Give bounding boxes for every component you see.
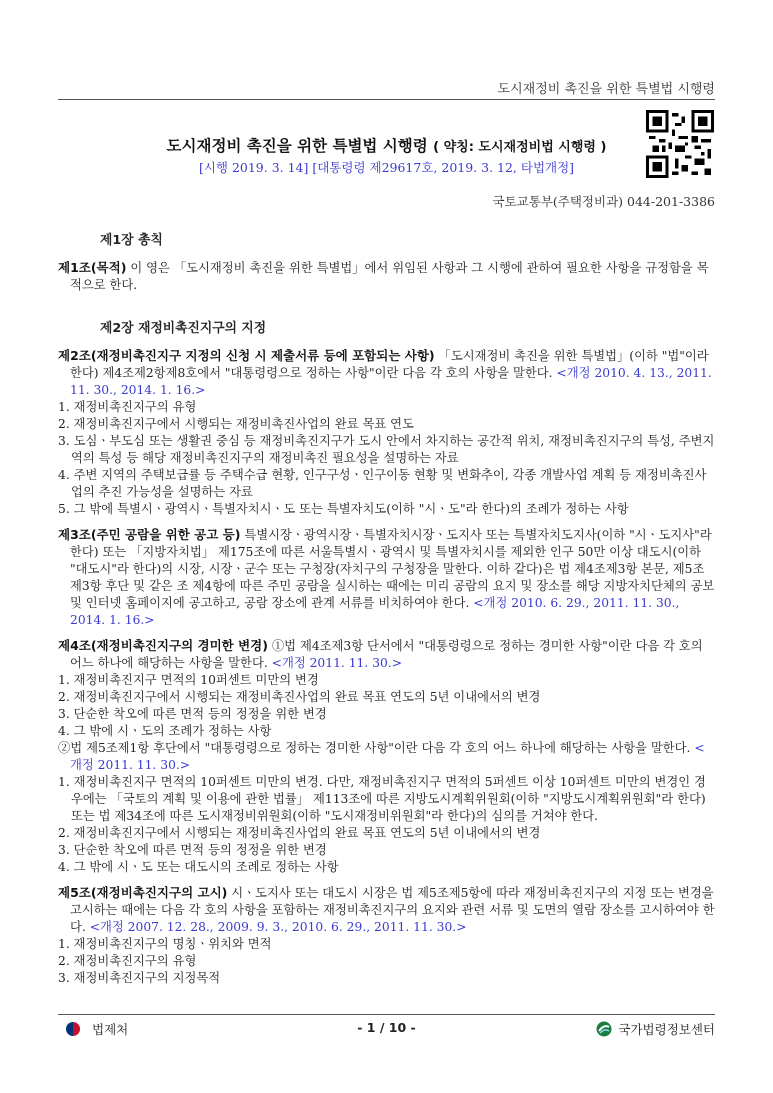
list-item: 3. 단순한 착오에 따른 면적 등의 정정을 위한 변경 <box>58 707 327 721</box>
article-2 <box>58 347 716 518</box>
list-item: 4. 주변 지역의 주택보급률 등 주택수급 현황, 인구구성ㆍ인구이동 현황 및 변화추이, 각종 개발사업 계획 등 재정비촉진사업의 추진 가능성을 설명하는 자료 <box>58 468 707 499</box>
document-body <box>58 232 716 995</box>
running-header: 도시재정비 촉진을 위한 특별법 시행령 <box>497 82 715 97</box>
article-4 <box>58 637 716 876</box>
article-text: 시ㆍ도지사 또는 대도시 시장은 법 제5조제5항에 따라 재정비촉진지구의 지정 또는 변경을 고시하는 때에는 다음 각 호의 사항을 포함하는 재정비촉진지구의 요지와 관련 서류 및 도면의 열람 장소를 고시하여야 한다. <box>70 886 715 934</box>
list-item: 2. 재정비촉진지구의 유형 <box>58 954 197 968</box>
chapter-heading: 제2장 재정비촉진지구의 지정 <box>100 321 267 336</box>
article-title: 제2조(재정비촉진지구 지정의 신청 시 제출서류 등에 포함되는 사항) <box>58 348 435 363</box>
source-name: 국가법령정보센터 <box>618 1022 715 1037</box>
title-text: 도시재정비 촉진을 위한 특별법 시행령 <box>166 137 428 155</box>
article-3 <box>58 526 716 629</box>
ministry-contact: 국토교통부(주택정비과) 044-201-3386 <box>492 194 715 209</box>
footer-divider <box>58 1014 715 1015</box>
list-item: 5. 그 밖에 특별시ㆍ광역시ㆍ특별자치시ㆍ도 또는 특별자치도(이하 "시ㆍ도"라 한다)의 조례가 정하는 사항 <box>58 502 629 516</box>
amendment-note[interactable]: <개정 2011. 11. 30.> <box>70 741 705 772</box>
publisher-name: 법제처 <box>92 1022 129 1037</box>
article-title: 제3조(주민 공람을 위한 공고 등) <box>58 527 241 542</box>
list-item: 1. 재정비촉진지구 면적의 10퍼센트 미만의 변경 <box>58 673 319 687</box>
header-divider <box>58 99 715 100</box>
article-title: 제4조(재정비촉진지구의 경미한 변경) <box>58 638 268 653</box>
article-text: 특별시장ㆍ광역시장ㆍ특별자치시장ㆍ도지사 또는 특별자치도지사(이하 "시ㆍ도지사"라 한다) 또는 「지방자치법」 제175조에 따른 서울특별시ㆍ광역시 및 특별자치시를 제외한 인구 50만 이상 대도시(이하 "대도시"라 한다)의 시장, 시장ㆍ군수 또는 구청장(자치구의 구청장을 말한다. 이하 같다)은 법 제4조제3항 본문, 제5조제3항 후단 및 같은 조 제4항에 따른 주민 공람을 실시하는 때에는 미리 공람의 요지 및 장소를 해당 지방자치단체의 공보 및 인터넷 홈페이지에 공고하고, 공람 장소에 관계 서류를 비치하여야 한다. <box>70 528 715 610</box>
article-title: 제5조(재정비촉진지구의 고시) <box>58 885 228 900</box>
list-item: 3. 도심ㆍ부도심 또는 생활권 중심 등 재정비촉진지구가 도시 안에서 차지하는 공간적 위치, 재정비촉진지구의 특성, 주변지역의 특성 등 해당 재정비촉진지구의 재정비촉진 필요성을 설명하는 자료 <box>58 434 715 465</box>
list-item: 1. 재정비촉진지구 면적의 10퍼센트 미만의 변경. 다만, 재정비촉진지구 면적의 5퍼센트 이상 10퍼센트 미만의 변경인 경우에는 「국토의 계획 및 이용에 관한 법률」 제113조에 따른 지방도시계획위원회(이하 "지방도시계획위원회"라 한다) 또는 법 제34조에 따른 도시재정비위원회(이하 "도시재정비위원회"라 한다)의 심의를 거쳐야 한다. <box>58 775 706 823</box>
list-item: 3. 재정비촉진지구의 지정목적 <box>58 971 221 985</box>
chapter-heading: 제1장 총칙 <box>100 233 163 248</box>
list-item: 4. 그 밖에 시ㆍ도의 조례가 정하는 사항 <box>58 724 272 738</box>
list-item: 1. 재정비촉진지구의 명칭ㆍ위치와 면적 <box>58 937 272 951</box>
list-item: 3. 단순한 착오에 따른 면적 등의 정정을 위한 변경 <box>58 843 327 857</box>
article-text: 이 영은 「도시재정비 촉진을 위한 특별법」에서 위임된 사항과 그 시행에 관하여 필요한 사항을 규정함을 목적으로 한다. <box>70 261 709 292</box>
list-item: 2. 재정비촉진지구에서 시행되는 재정비촉진사업의 완료 목표 연도 <box>58 417 414 431</box>
page-number: - 1 / 10 - <box>357 1020 416 1035</box>
paragraph-2-text: ②법 제5조제1항 후단에서 "대통령령으로 정하는 경미한 사항"이란 다음 각 호의 어느 하나에 해당하는 사항을 말한다. <box>58 741 695 755</box>
list-item: 2. 재정비촉진지구에서 시행되는 재정비촉진사업의 완료 목표 연도의 5년 이내에서의 변경 <box>58 826 541 840</box>
list-item: 1. 재정비촉진지구의 유형 <box>58 400 197 414</box>
enactment-info: [시행 2019. 3. 14] [대통령령 제29617호, 2019. 3. 12, 타법개정] <box>198 160 575 175</box>
article-text: 「도시재정비 촉진을 위한 특별법」(이하 "법"이라 한다) 제4조제2항제8호에서 "대통령령으로 정하는 사항"이란 다음 각 호의 사항을 말한다. <box>70 349 709 380</box>
title-abbreviation: ( 약칭: 도시재정비법 시행령 ) <box>433 140 607 155</box>
article-1 <box>58 259 716 294</box>
amendment-note[interactable]: <개정 2011. 11. 30.> <box>271 656 403 670</box>
amendment-note[interactable]: <개정 2010. 6. 29., 2011. 11. 30., 2014. 1. 16.> <box>70 596 680 627</box>
amendment-note[interactable]: <개정 2010. 4. 13., 2011. 11. 30., 2014. 1. 16.> <box>70 366 712 397</box>
document-title <box>0 134 773 156</box>
article-title: 제1조(목적) <box>58 260 127 275</box>
paragraph-1-text: ①법 제4조제3항 단서에서 "대통령령으로 정하는 경미한 사항"이란 다음 각 호의 어느 하나에 해당하는 사항을 말한다. <box>70 639 703 670</box>
list-item: 2. 재정비촉진지구에서 시행되는 재정비촉진사업의 완료 목표 연도의 5년 이내에서의 변경 <box>58 690 541 704</box>
list-item: 4. 그 밖에 시ㆍ도 또는 대도시의 조례로 정하는 사항 <box>58 860 339 874</box>
law-center-logo-icon <box>596 1021 612 1037</box>
footer-source <box>596 1020 715 1038</box>
article-5 <box>58 884 716 987</box>
amendment-note[interactable]: <개정 2007. 12. 28., 2009. 9. 3., 2010. 6. 29., 2011. 11. 30.> <box>89 920 467 934</box>
